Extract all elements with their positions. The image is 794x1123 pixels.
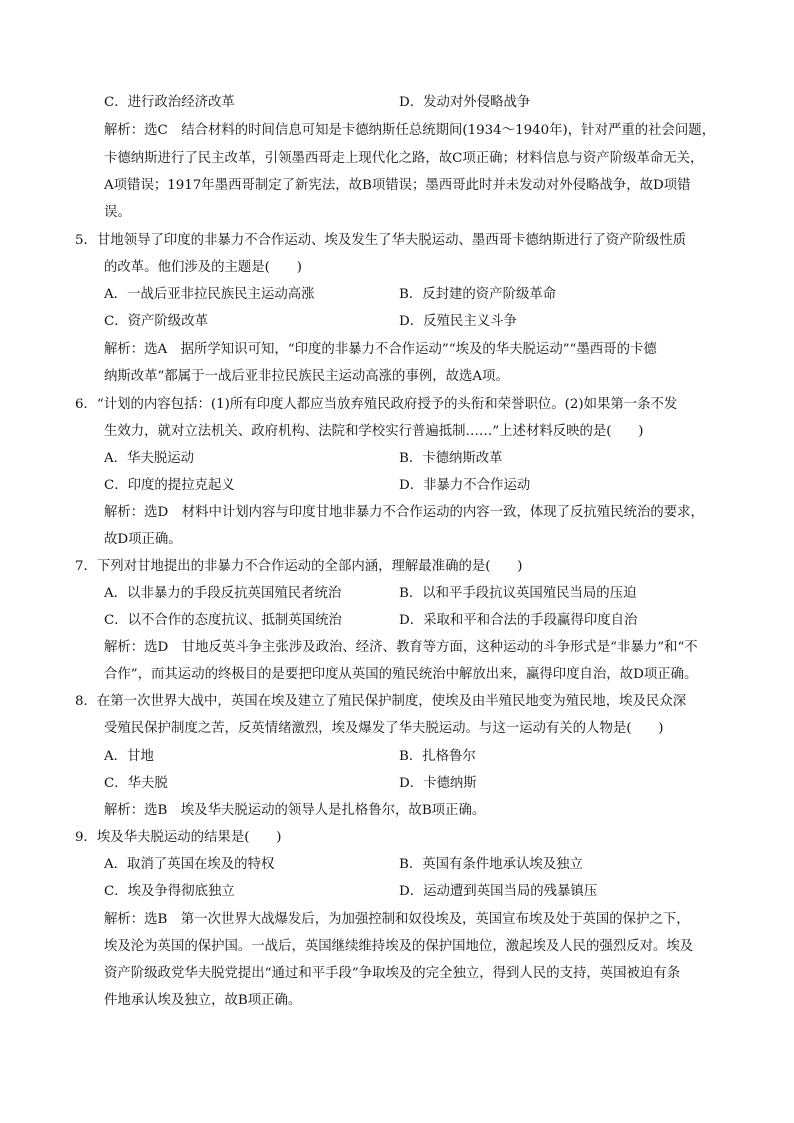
q5-analysis-line-2: 纳斯改革”都属于一战后亚非拉民族民主运动高涨的事例，故选A项。 (104, 369, 509, 384)
q7-stem-line-1: 7．下列对甘地提出的非暴力不合作运动的全部内涵，理解最准确的是( ) (75, 559, 523, 574)
q4-analysis-line-3: A项错误；1917年墨西哥制定了新宪法，故B项错误；墨西哥此时并未发动对外侵略战争，故D项错 (104, 178, 691, 193)
q7-analysis-line-1: 解析：选D 甘地反英斗争主张涉及政治、经济、教育等方面，这种运动的斗争形式是“非暴力”和“不 (104, 640, 698, 655)
q6-option-c: C．印度的提拉克起义 (104, 478, 235, 493)
q7-analysis-line-2: 合作”，而其运动的终极目的是要把印度从英国的殖民统治中解放出来，赢得印度自治，故D项正确。 (104, 667, 698, 682)
q4-analysis-line-4: 误。 (104, 205, 131, 220)
q4-analysis-line-1: 解析：选C 结合材料的时间信息可知是卡德纳斯任总统期间(1934～1940年)，针对严重的社会问题， (104, 123, 716, 138)
q9-analysis-line-3: 资产阶级政党华夫脱党提出“通过和平手段”争取埃及的完全独立，得到人民的支持，英国被迫有条 (104, 966, 681, 981)
q4-option-c: C．进行政治经济改革 (104, 95, 235, 110)
q6-analysis-line-2: 故D项正确。 (104, 532, 182, 547)
q8-stem-line-1: 8．在第一次世界大战中，英国在埃及建立了殖民保护制度，使埃及由半殖民地变为殖民地，埃及民众深 (75, 694, 687, 709)
q6-option-d: D．非暴力不合作运动 (399, 478, 531, 493)
q5-stem-line-2: 的改革。他们涉及的主题是( ) (104, 260, 302, 275)
q7-option-c: C．以不合作的态度抗议、抵制英国统治 (104, 613, 342, 628)
q8-option-d: D．卡德纳斯 (399, 776, 477, 791)
q9-analysis-line-1: 解析：选B 第一次世界大战爆发后，为加强控制和奴役埃及，英国宣布埃及处于英国的保护之下， (104, 912, 690, 927)
q9-option-d: D．运动遭到英国当局的残暴镇压 (399, 884, 598, 899)
q6-stem-line-2: 生效力，就对立法机关、政府机构、法院和学校实行普遍抵制……”上述材料反映的是( ) (104, 424, 644, 439)
q9-analysis-line-4: 件地承认埃及独立，故B项正确。 (104, 993, 302, 1008)
q7-option-a: A．以非暴力的手段反抗英国殖民者统治 (104, 586, 342, 601)
q8-option-c: C．华夫脱 (104, 776, 168, 791)
q9-option-a: A．取消了英国在埃及的特权 (104, 857, 275, 872)
q9-stem-line-1: 9．埃及华夫脱运动的结果是( ) (75, 830, 282, 845)
q5-analysis-line-1: 解析：选A 据所学知识可知，“印度的非暴力不合作运动”“埃及的华夫脱运动”“墨西哥的卡德 (104, 342, 657, 357)
q4-option-d: D．发动对外侵略战争 (399, 95, 531, 110)
q9-analysis-line-2: 埃及沦为英国的保护国。一战后，英国继续维持埃及的保护国地位，激起埃及人民的强烈反对。埃及 (104, 939, 694, 954)
q6-option-b: B．卡德纳斯改革 (399, 451, 503, 466)
q5-option-c: C．资产阶级改革 (104, 314, 208, 329)
q6-stem-line-1: 6．“计划的内容包括：(1)所有印度人都应当放弃殖民政府授予的头衔和荣誉职位。(2)如果第一条不发 (75, 397, 678, 412)
q8-analysis-line-1: 解析：选B 埃及华夫脱运动的领导人是扎格鲁尔，故B项正确。 (104, 803, 486, 818)
q6-option-a: A．华夫脱运动 (104, 451, 195, 466)
q5-option-b: B．反封建的资产阶级革命 (399, 287, 557, 302)
q5-option-a: A．一战后亚非拉民族民主运动高涨 (104, 287, 315, 302)
q4-analysis-line-2: 卡德纳斯进行了民主改革，引领墨西哥走上现代化之路，故C项正确；材料信息与资产阶级革命无关， (104, 151, 704, 166)
q9-option-c: C．埃及争得彻底独立 (104, 884, 235, 899)
q7-option-d: D．采取和平和合法的手段赢得印度自治 (399, 613, 638, 628)
q5-option-d: D．反殖民主义斗争 (399, 314, 517, 329)
q5-stem-line-1: 5．甘地领导了印度的非暴力不合作运动、埃及发生了华夫脱运动、墨西哥卡德纳斯进行了资产阶级性质 (75, 233, 687, 248)
q9-option-b: B．英国有条件地承认埃及独立 (399, 857, 583, 872)
q6-analysis-line-1: 解析：选D 材料中计划内容与印度甘地非暴力不合作运动的内容一致，体现了反抗殖民统治的要求， (104, 505, 704, 520)
q7-option-b: B．以和平手段抗议英国殖民当局的压迫 (399, 586, 637, 601)
q8-option-b: B．扎格鲁尔 (399, 749, 476, 764)
q8-stem-line-2: 受殖民保护制度之苦，反英情绪激烈，埃及爆发了华夫脱运动。与这一运动有关的人物是( ) (104, 721, 664, 736)
q8-option-a: A．甘地 (104, 749, 154, 764)
